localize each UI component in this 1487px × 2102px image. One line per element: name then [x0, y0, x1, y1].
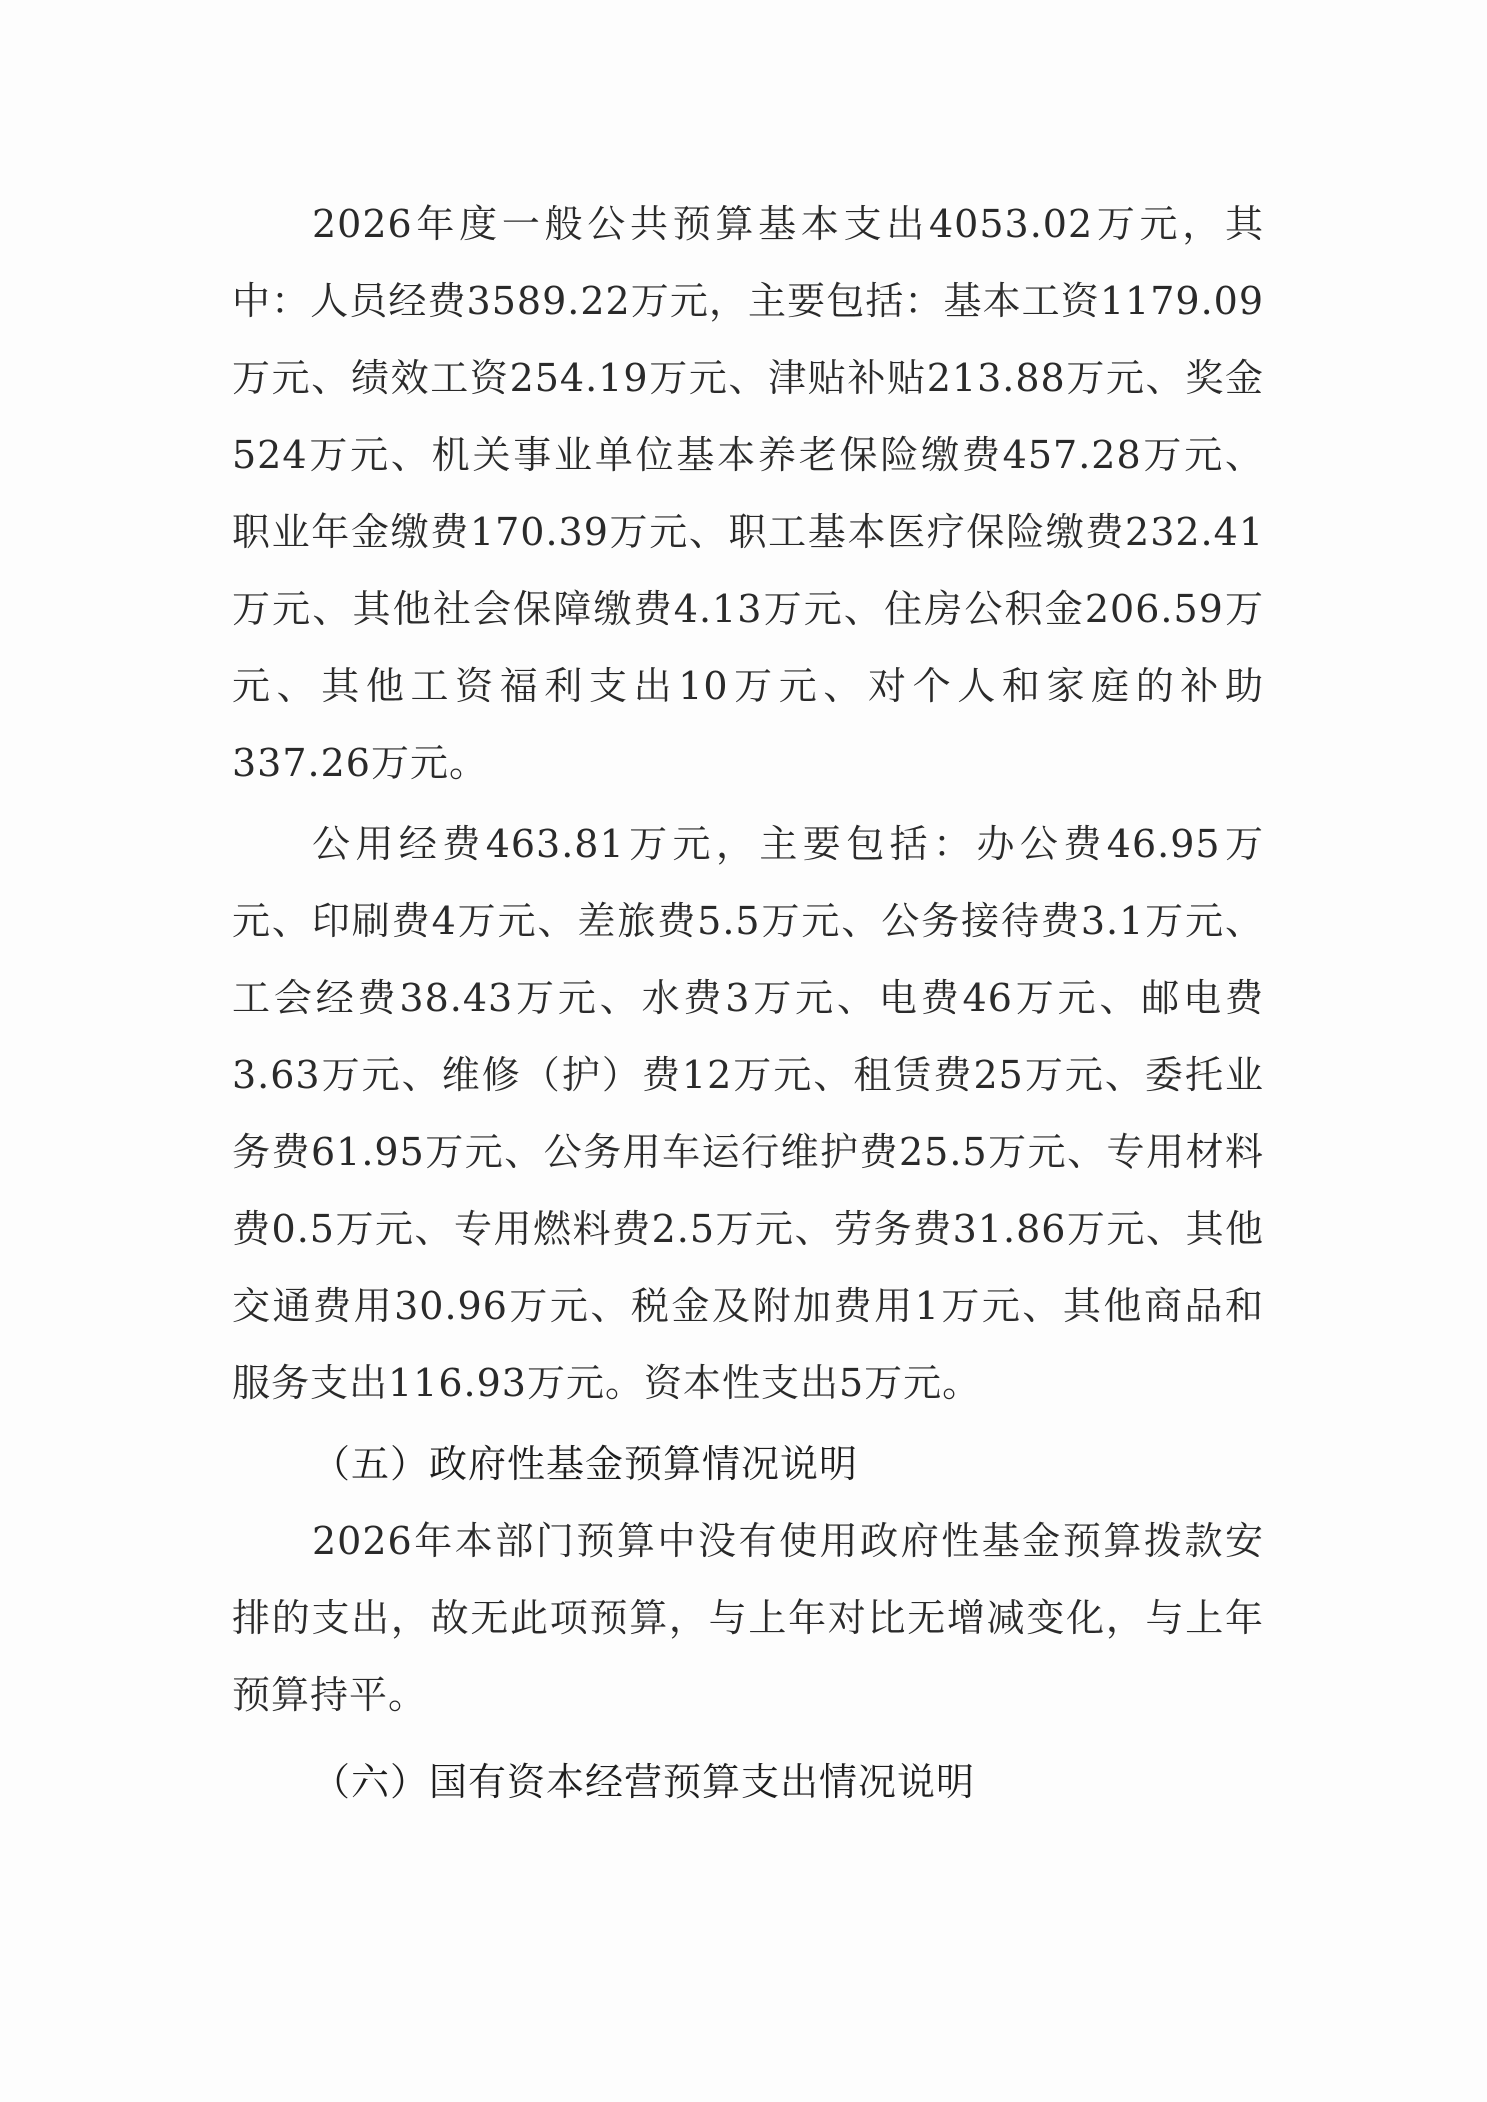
section-heading-state-capital: （六）国有资本经营预算支出情况说明	[312, 1760, 976, 1804]
document-body	[232, 186, 1264, 1821]
section-heading-government-fund: （五）政府性基金预算情况说明	[312, 1442, 859, 1486]
paragraph-public-expenses: 公用经费463.81万元，主要包括：办公费46.95万元、印刷费4万元、差旅费5.5万元、公务接待费3.1万元、工会经费38.43万元、水费3万元、电费46万元、邮电费3.63万元、维修（护）费12万元、租赁费25万元、委托业务费61.95万元、公务用车运行维护费25.5万元、专用材料费0.5万元、专用燃料费2.5万元、劳务费31.86万元、其他交通费用30.96万元、税金及附加费用1万元、其他商品和服务支出116.93万元。资本性支出5万元。	[232, 822, 1264, 1405]
paragraph-government-fund: 2026年本部门预算中没有使用政府性基金预算拨款安排的支出，故无此项预算，与上年对比无增减变化，与上年预算持平。	[232, 1519, 1264, 1717]
paragraph-basic-expenditure: 2026年度一般公共预算基本支出4053.02万元，其中：人员经费3589.22万元，主要包括：基本工资1179.09万元、绩效工资254.19万元、津贴补贴213.88万元、奖金524万元、机关事业单位基本养老保险缴费457.28万元、职业年金缴费170.39万元、职工基本医疗保险缴费232.41万元、其他社会保障缴费4.13万元、住房公积金206.59万元、其他工资福利支出10万元、对个人和家庭的补助337.26万元。	[232, 202, 1264, 785]
